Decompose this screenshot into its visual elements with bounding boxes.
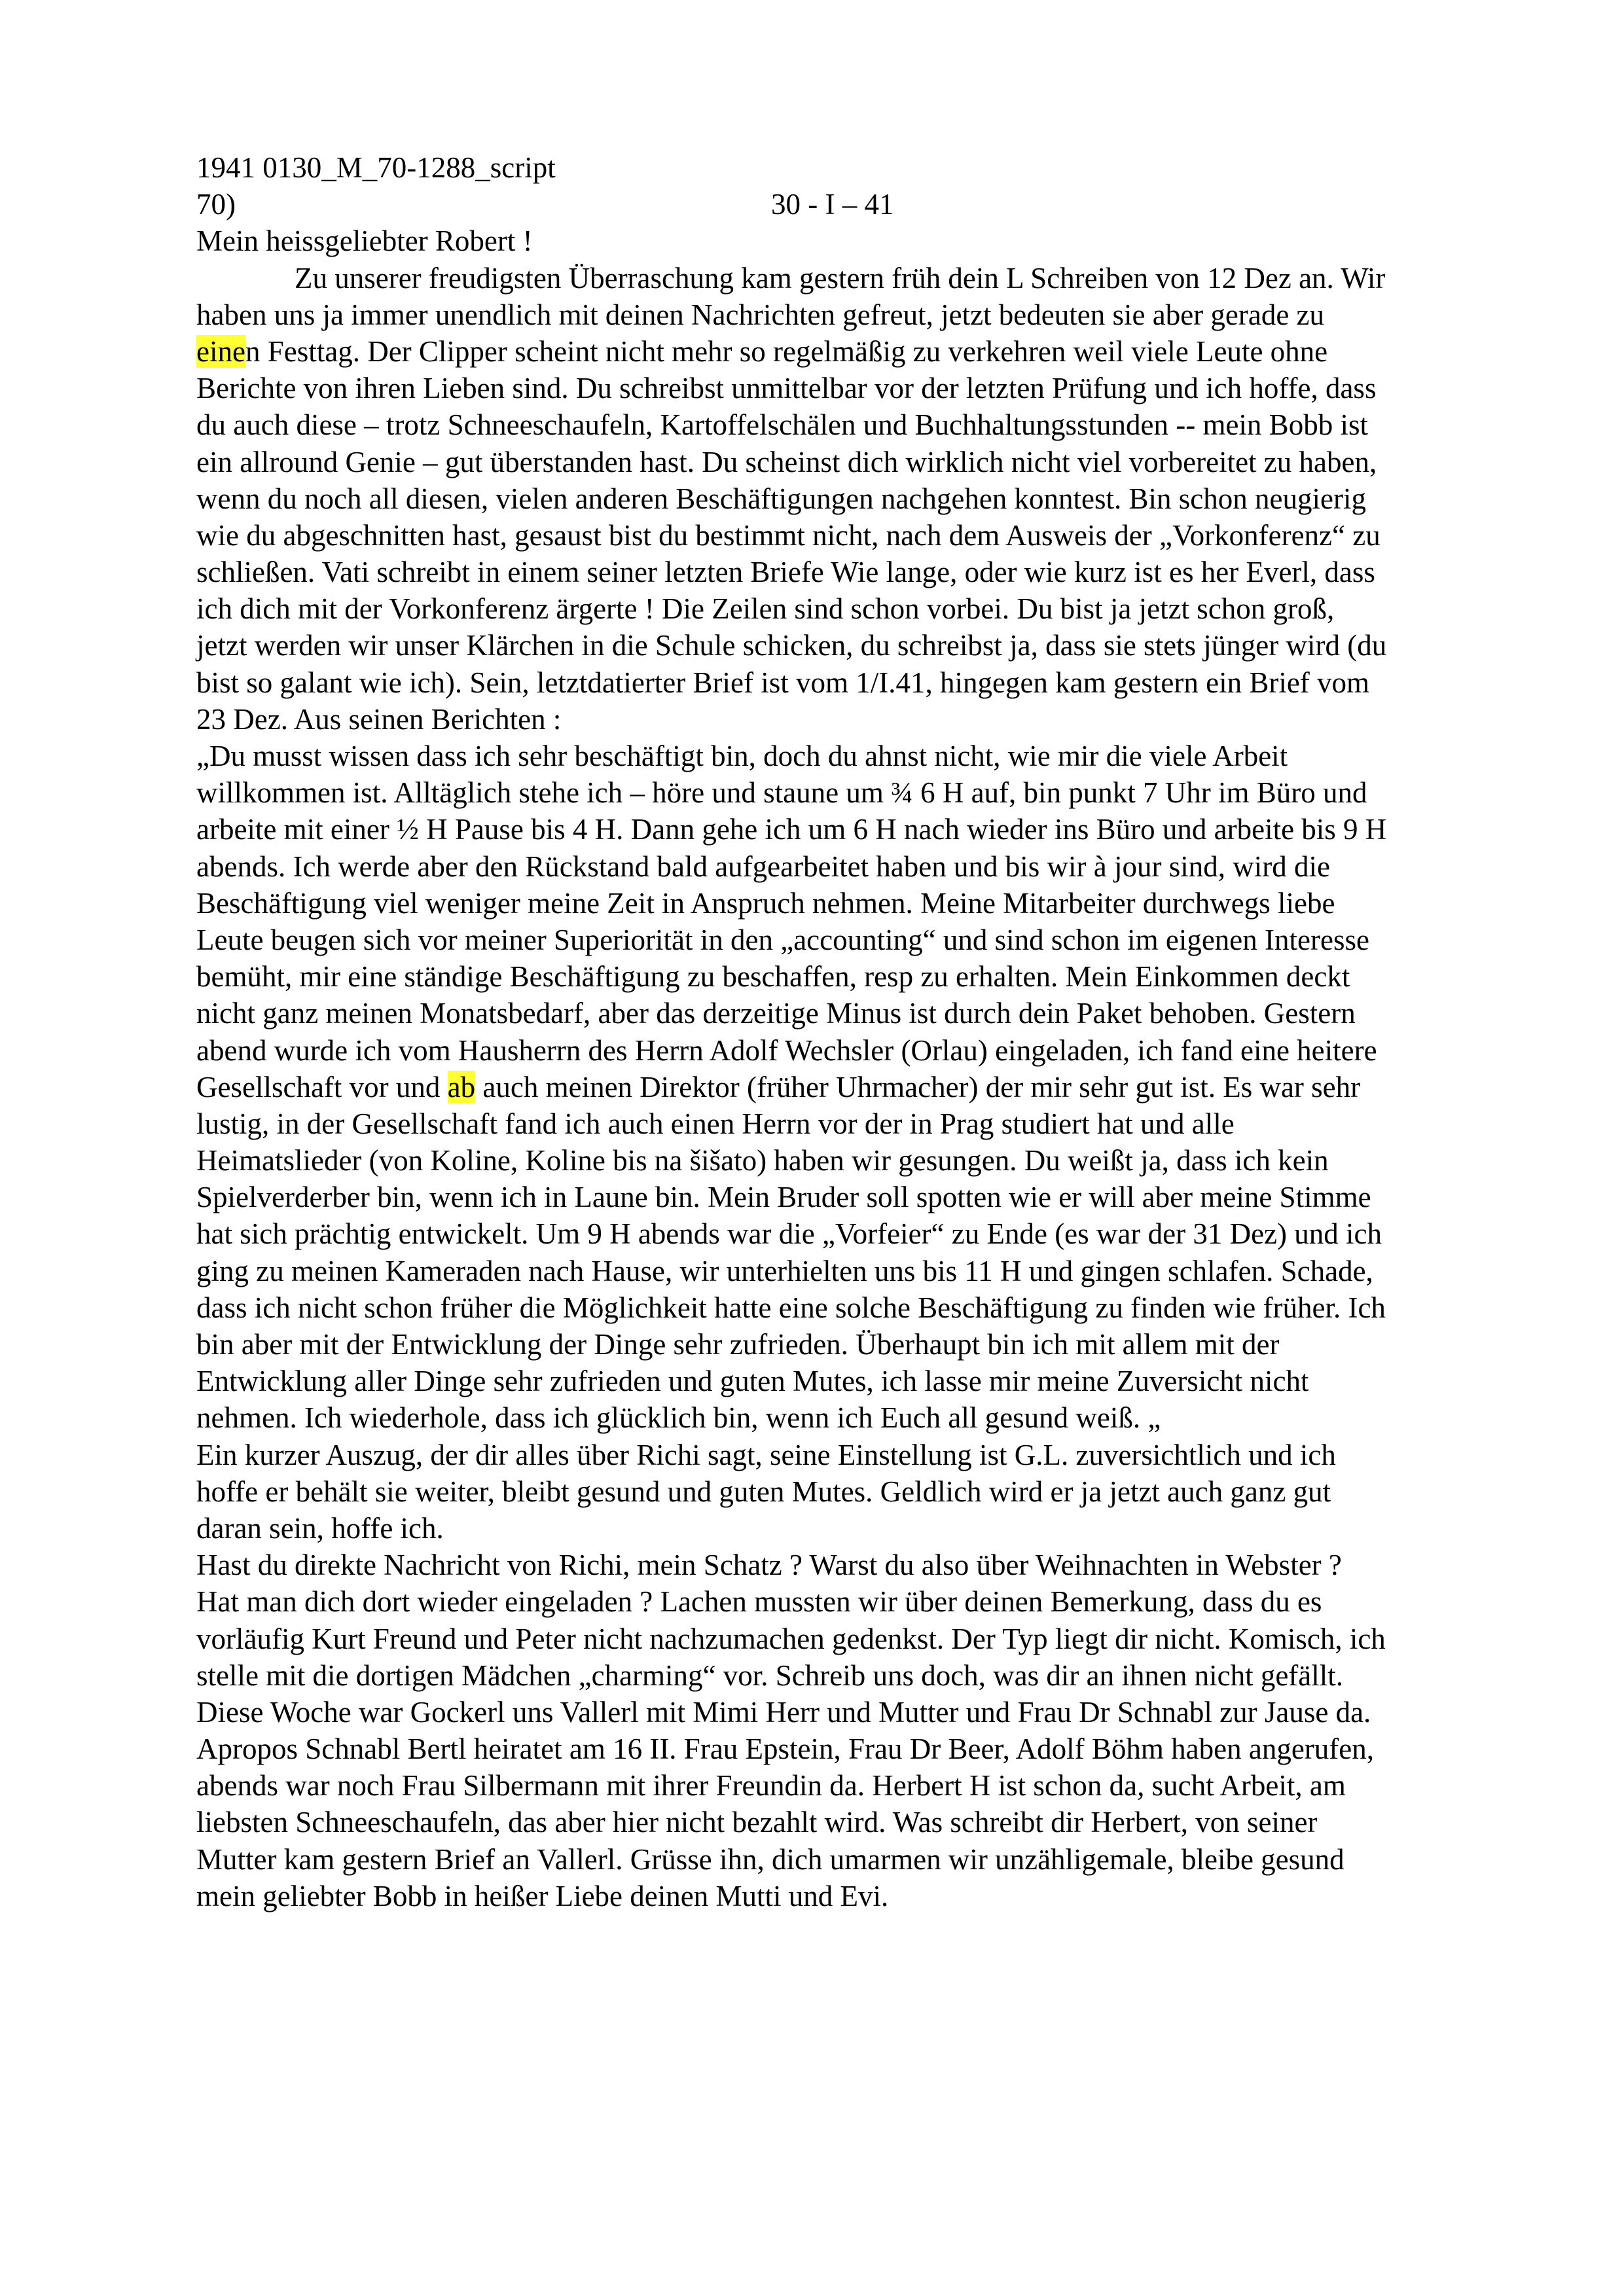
- text-line: wenn du noch all diesen, vielen anderen Beschäftigungen nachgehen konntest. Bin schon neugierig: [196, 482, 1366, 515]
- text-line: arbeite mit einer ½ H Pause bis 4 H. Dann gehe ich um 6 H nach wieder ins Büro und arbeite bis 9 H: [196, 813, 1387, 846]
- letter-text: [196, 260, 1538, 1914]
- text-line: Heimatslieder (von Koline, Koline bis na šišato) haben wir gesungen. Du weißt ja, dass ich kein: [196, 1144, 1329, 1177]
- text-line: ein allround Genie – gut überstanden hast. Du scheinst dich wirklich nicht viel vorbereitet zu haben,: [196, 445, 1377, 478]
- text-line: Apropos Schnabl Bertl heiratet am 16 II. Frau Epstein, Frau Dr Beer, Adolf Böhm haben angerufen,: [196, 1732, 1374, 1766]
- text-line: schließen. Vati schreibt in einem seiner letzten Briefe Wie lange, oder wie kurz ist es her Everl, dass: [196, 556, 1375, 589]
- file-label: 1941 0130_M_70-1288_script: [196, 151, 556, 184]
- text-line: ging zu meinen Kameraden nach Hause, wir unterhielten uns bis 11 H und gingen schlafen. Schade,: [196, 1254, 1373, 1287]
- text-line: abend wurde ich vom Hausherrn des Herrn Adolf Wechsler (Orlau) eingeladen, ich fand eine heitere: [196, 1033, 1377, 1067]
- text-line: Diese Woche war Gockerl uns Vallerl mit Mimi Herr und Mutter und Frau Dr Schnabl zur Jause da.: [196, 1695, 1371, 1729]
- letter-header: [196, 186, 1538, 223]
- text-line: mein geliebter Bobb in heißer Liebe deinen Mutti und Evi.: [196, 1879, 889, 1912]
- text-line: 23 Dez. Aus seinen Berichten :: [196, 702, 562, 736]
- text-line: abends war noch Frau Silbermann mit ihrer Freundin da. Herbert H ist schon da, sucht Arbeit, am: [196, 1769, 1346, 1803]
- text-line: stelle mit die dortigen Mädchen „charming“ vor. Schreib uns doch, was dir an ihnen nicht gefällt.: [196, 1659, 1344, 1692]
- highlighted-text: ab: [447, 1070, 476, 1103]
- text-line: bemüht, mir eine ständige Beschäftigung zu beschaffen, resp zu erhalten. Mein Einkommen deckt: [196, 960, 1350, 994]
- salutation: Mein heissgeliebter Robert !: [196, 224, 533, 258]
- text-line: „Du musst wissen dass ich sehr beschäftigt bin, doch du ahnst nicht, wie mir die viele Arbeit: [196, 740, 1288, 772]
- text-line: hat sich prächtig entwickelt. Um 9 H abends war die „Vorfeier“ zu Ende (es war der 31 Dez) und ich: [196, 1217, 1382, 1251]
- text-line: Entwicklung aller Dinge sehr zufrieden und guten Mutes, ich lasse mir meine Zuversicht nicht: [196, 1365, 1309, 1398]
- text-line: bin aber mit der Entwicklung der Dinge sehr zufrieden. Überhaupt bin ich mit allem mit der: [196, 1328, 1280, 1361]
- text-line: [196, 1069, 1538, 1105]
- text-line: willkommen ist. Alltäglich stehe ich – höre und staune um ¾ 6 H auf, bin punkt 7 Uhr im Büro und: [196, 776, 1367, 810]
- text-line: nicht ganz meinen Monatsbedarf, aber das derzeitige Minus ist durch dein Paket behoben. Gestern: [196, 997, 1356, 1030]
- text-line: vorläufig Kurt Freund und Peter nicht nachzumachen gedenkst. Der Typ liegt dir nicht. Komisch, ich: [196, 1622, 1386, 1655]
- letter-number: 70): [196, 188, 236, 221]
- text-line: Zu unserer freudigsten Überraschung kam gestern früh dein L Schreiben von 12 Dez an. Wir: [295, 261, 1386, 295]
- text-line: du auch diese – trotz Schneeschaufeln, Kartoffelschälen und Buchhaltungsstunden -- mein Bobb ist: [196, 408, 1368, 442]
- text-line: liebsten Schneeschaufeln, das aber hier nicht bezahlt wird. Was schreibt dir Herbert, von seiner: [196, 1806, 1318, 1839]
- text-segment: auch meinen Direktor (früher Uhrmacher) der mir sehr gut ist. Es war sehr: [475, 1070, 1361, 1103]
- text-line: nehmen. Ich wiederhole, dass ich glücklich bin, wenn ich Euch all gesund weiß. „: [196, 1401, 1161, 1435]
- text-line: Leute beugen sich vor meiner Superiorität in den „accounting“ und sind schon im eigenen Interesse: [196, 923, 1369, 956]
- text-line: hoffe er behält sie weiter, bleibt gesund und guten Mutes. Geldlich wird er ja jetzt auch ganz gut: [196, 1475, 1331, 1508]
- text-line: ich dich mit der Vorkonferenz ärgerte ! Die Zeilen sind schon vorbei. Du bist ja jetzt schon groß,: [196, 592, 1335, 626]
- text-segment: n Festtag. Der Clipper scheint nicht mehr so regelmäßig zu verkehren weil viele Leute ohne: [245, 334, 1328, 368]
- text-line: Mutter kam gestern Brief an Vallerl. Grüsse ihn, dich umarmen wir unzähligemale, bleibe gesund: [196, 1842, 1344, 1876]
- text-line: Spielverderber bin, wenn ich in Laune bin. Mein Bruder soll spotten wie er will aber meine Stimme: [196, 1181, 1371, 1214]
- text-line: [196, 333, 1538, 370]
- text-line: lustig, in der Gesellschaft fand ich auch einen Herrn vor der in Prag studiert hat und alle: [196, 1107, 1235, 1140]
- text-line: Hat man dich dort wieder eingeladen ? Lachen mussten wir über deinen Bemerkung, dass du es: [196, 1585, 1322, 1619]
- text-line: jetzt werden wir unser Klärchen in die Schule schicken, du schreibst ja, dass sie stets jünger wird (du: [196, 629, 1387, 662]
- highlighted-text: eine: [196, 334, 245, 368]
- text-line: daran sein, hoffe ich.: [196, 1511, 444, 1545]
- letter-body: [196, 149, 1538, 1914]
- text-line: Ein kurzer Auszug, der dir alles über Richi sagt, seine Einstellung ist G.L. zuversichtlich und ich: [196, 1438, 1336, 1471]
- text-line: haben uns ja immer unendlich mit deinen Nachrichten gefreut, jetzt bedeuten sie aber gerade zu: [196, 298, 1325, 331]
- text-segment: Gesellschaft vor und: [196, 1070, 448, 1103]
- text-line: wie du abgeschnitten hast, gesaust bist du bestimmt nicht, nach dem Ausweis der „Vorkonferenz“ zu: [196, 518, 1380, 552]
- text-line: dass ich nicht schon früher die Möglichkeit hatte eine solche Beschäftigung zu finden wie früher. Ich: [196, 1291, 1386, 1324]
- text-line: Beschäftigung viel weniger meine Zeit in Anspruch nehmen. Meine Mitarbeiter durchwegs liebe: [196, 886, 1335, 920]
- text-line: Berichte von ihren Lieben sind. Du schreibst unmittelbar vor der letzten Prüfung und ich hoffe, dass: [196, 372, 1377, 405]
- text-line: abends. Ich werde aber den Rückstand bald aufgearbeitet haben und bis wir à jour sind, wird die: [196, 850, 1330, 883]
- letter-date: 30 - I – 41: [771, 188, 894, 221]
- text-line: Hast du direkte Nachricht von Richi, mein Schatz ? Warst du also über Weihnachten in Webster ?: [196, 1549, 1342, 1582]
- text-line: bist so galant wie ich). Sein, letztdatierter Brief ist vom 1/I.41, hingegen kam gestern ein Brief vom: [196, 666, 1370, 699]
